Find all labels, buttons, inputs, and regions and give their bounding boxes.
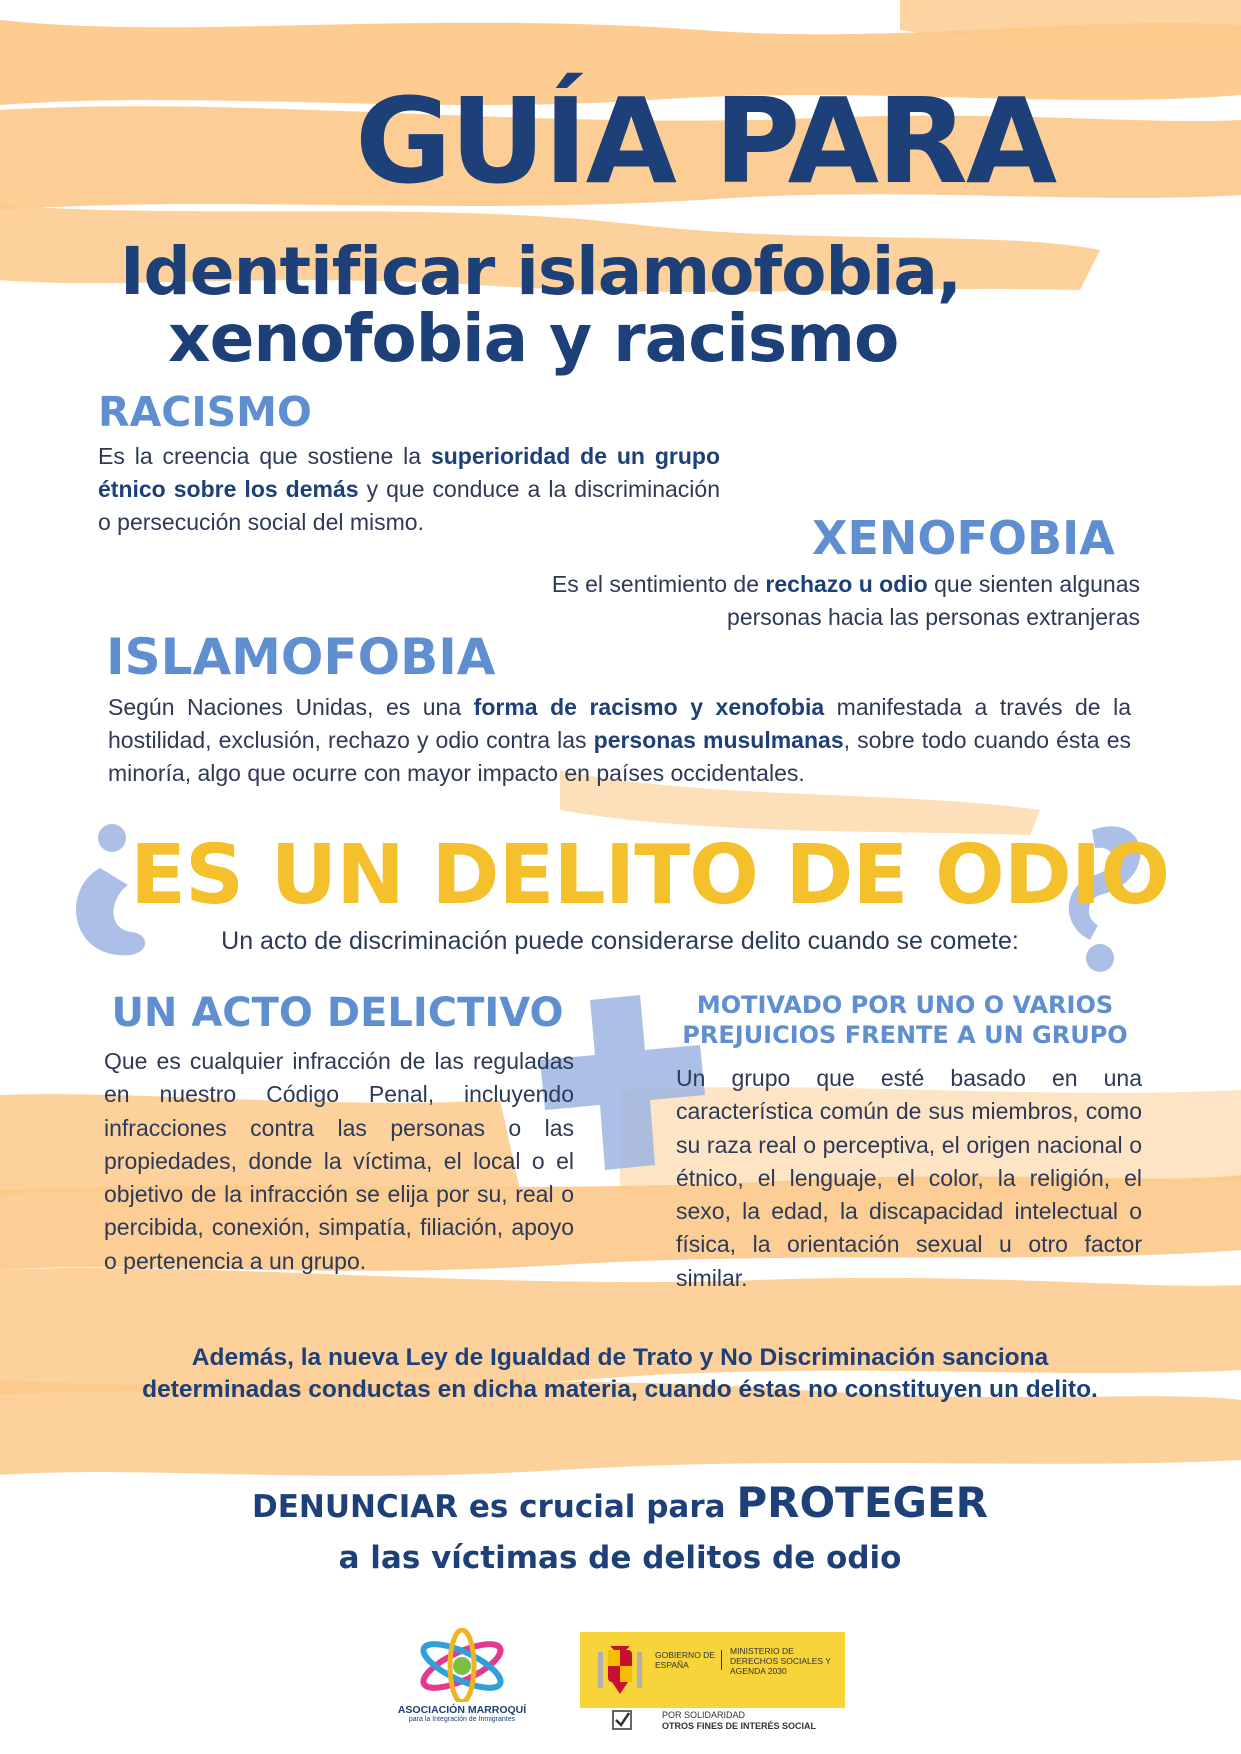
subtitle <box>120 233 961 378</box>
acto-heading: UN ACTO DELICTIVO <box>111 990 564 1036</box>
islamofobia-heading: ISLAMOFOBIA <box>106 628 496 686</box>
delito-heading: ES UN DELITO DE ODIO <box>130 828 1170 923</box>
racismo-text: Es la creencia que sostiene la superioridad de un grupo étnico sobre los demás y que conduce a la discriminación o persecución social del mismo. <box>98 443 721 535</box>
denunciar-protect: PROTEGER <box>736 1478 989 1527</box>
denunciar-statement <box>120 1480 1120 1581</box>
motivado-heading <box>660 990 1150 1050</box>
denunciar-part-1: DENUNCIAR es crucial para <box>251 1489 737 1525</box>
gobierno-label: GOBIERNO DE ESPAÑA <box>655 1650 722 1670</box>
checkbox-icon <box>612 1710 632 1730</box>
motivado-heading-line-1: MOTIVADO POR UNO O VARIOS <box>696 991 1114 1019</box>
solidaridad-line-2: OTROS FINES DE INTERÉS SOCIAL <box>662 1721 817 1731</box>
gobierno-logo <box>580 1632 845 1708</box>
delito-intro: Un acto de discriminación puede considerarse delito cuando se comete: <box>221 927 1019 955</box>
asociacion-name: ASOCIACIÓN MARROQUÍ <box>397 1704 527 1716</box>
ley-statement <box>90 1342 1150 1406</box>
main-title: GUÍA PARA <box>355 72 1056 210</box>
ley-line-2: determinadas conductas en dicha materia, cuando éstas no constituyen un delito. <box>142 1376 1098 1403</box>
asociacion-subtitle: para la Integración de Inmigrantes <box>408 1716 516 1723</box>
acto-text: Que es cualquier infracción de las reguladas en nuestro Código Penal, incluyendo infracciones contra las personas o las propiedades, donde la víctima, el local o el objetivo de la infracción se elija por su, real o percibida, conexión, simpatía, filiación, apoyo o pertenencia a un grupo. <box>104 1048 574 1274</box>
subtitle-line-2: xenofobia y racismo <box>168 300 899 378</box>
asociacion-emblem-icon <box>392 1628 532 1702</box>
motivado-heading-line-2: PREJUICIOS FRENTE A UN GRUPO <box>682 1021 1128 1049</box>
ley-line-1: Además, la nueva Ley de Igualdad de Trato y No Discriminación sanciona <box>191 1344 1049 1371</box>
motivado-text: Un grupo que esté basado en una característica común de sus miembros, como su raza real o perceptiva, el origen nacional o étnico, el lenguaje, el color, la religión, el sexo, la edad, la discapacidad intelectual o física, la orientación sexual u otro factor similar. <box>676 1065 1142 1291</box>
xenofobia-text: Es el sentimiento de rechazo u odio que sienten algunas personas hacia las personas extranjeras <box>551 571 1140 630</box>
denunciar-line-2: a las víctimas de delitos de odio <box>338 1540 902 1576</box>
coat-of-arms-icon <box>590 1640 650 1700</box>
racismo-heading: RACISMO <box>98 388 312 436</box>
ministerio-label: MINISTERIO DE DERECHOS SOCIALES Y AGENDA 2030 <box>730 1646 831 1676</box>
solidaridad-line-1: POR SOLIDARIDAD <box>662 1710 746 1720</box>
solidaridad-label <box>662 1710 816 1732</box>
asociacion-logo <box>392 1628 532 1723</box>
subtitle-line-1: Identificar islamofobia, <box>120 233 961 310</box>
islamofobia-text: Según Naciones Unidas, es una forma de racismo y xenofobia manifestada a través de la hostilidad, exclusión, rechazo y odio contra las personas musulmanas, sobre todo cuando ésta es minoría, algo que ocurre con mayor impacto en países occidentales. <box>108 694 1131 786</box>
xenofobia-heading: XENOFOBIA <box>812 511 1115 565</box>
